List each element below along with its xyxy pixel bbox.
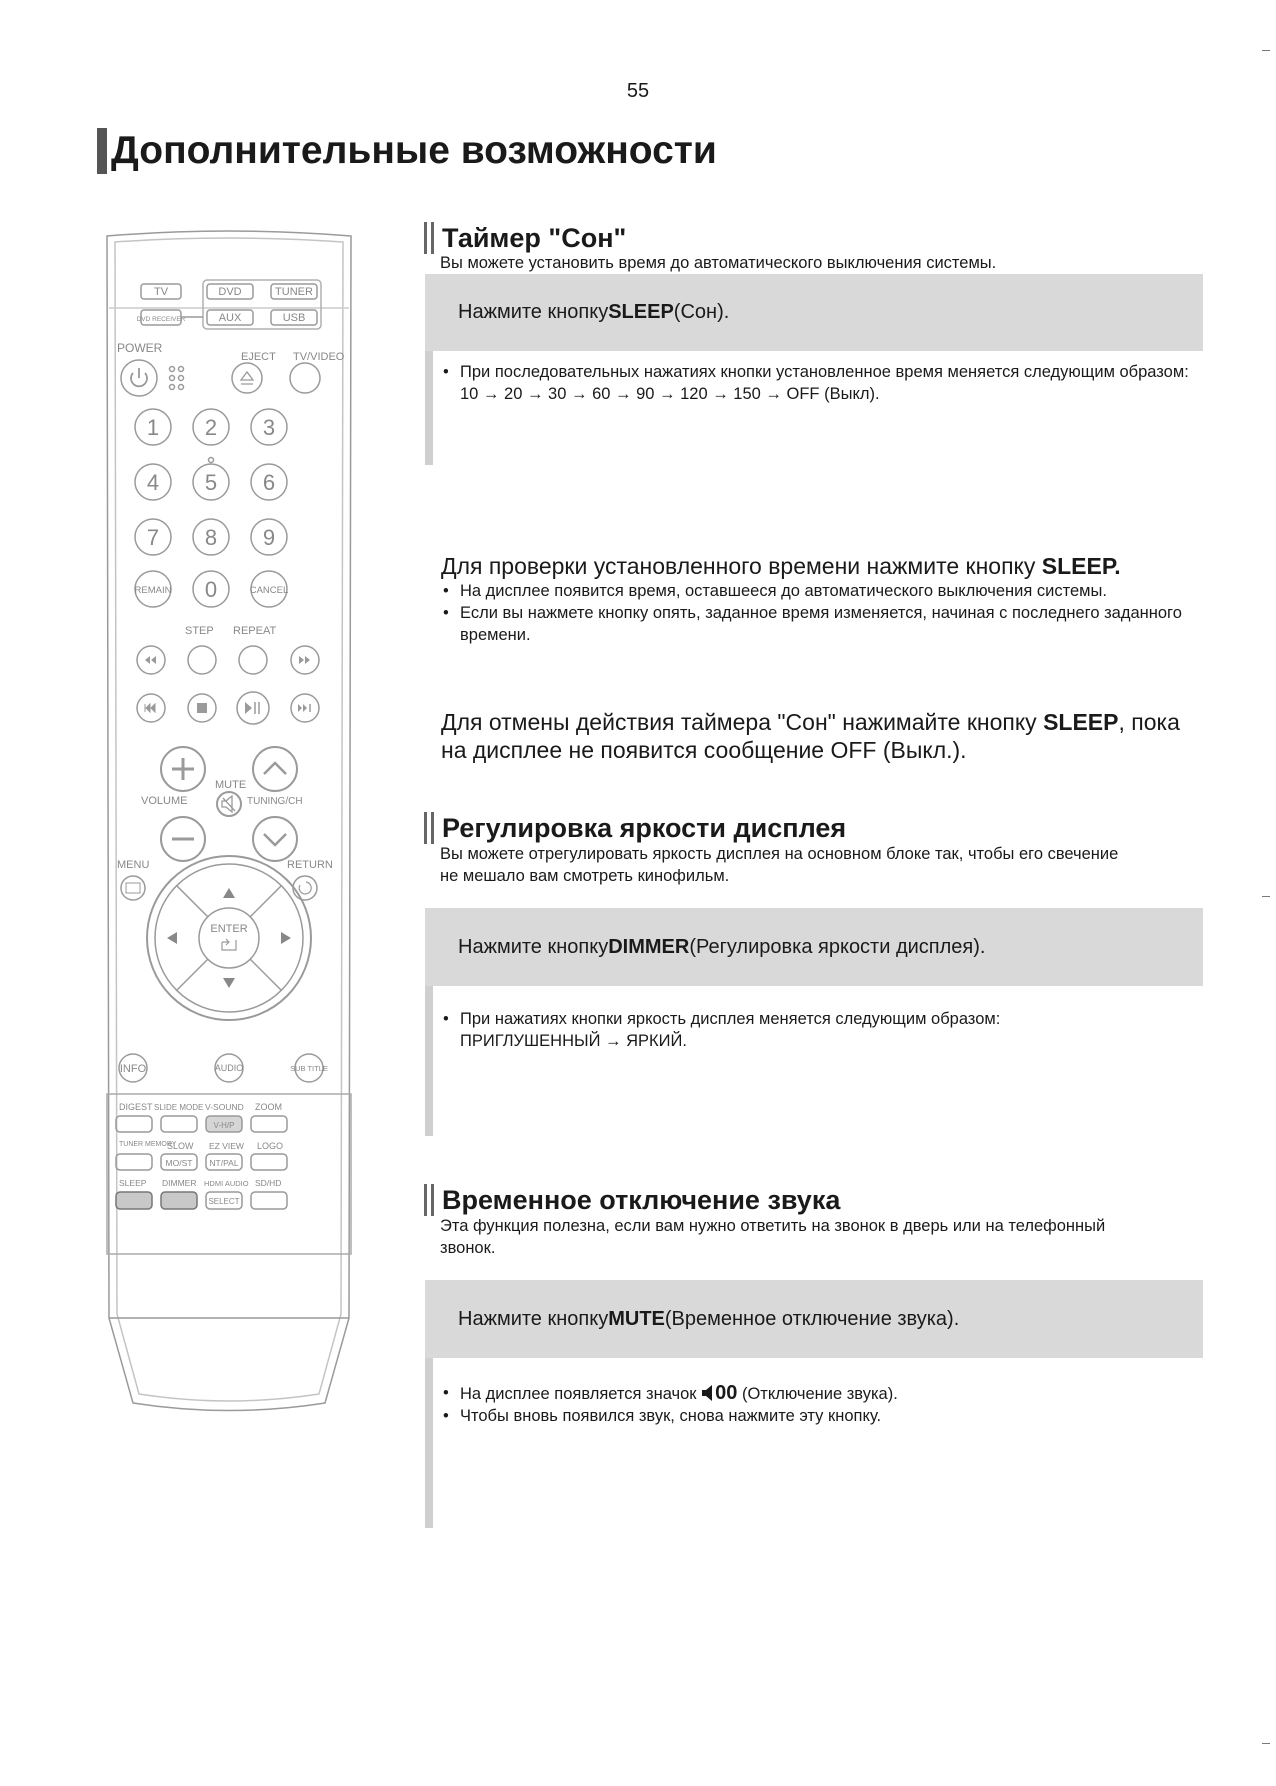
- info-label: INFO: [119, 1063, 147, 1075]
- power-label: POWER: [117, 341, 163, 355]
- section-subtitle-dimmer: Вы можете отрегулировать яркость дисплея на основном блоке так, чтобы его свечение не мешало вам смотреть кинофильм.: [440, 845, 1119, 885]
- edge-mark: [1262, 1743, 1270, 1744]
- digit-0: 0: [204, 577, 218, 602]
- section-title-mute: Временное отключение звука: [424, 1184, 840, 1216]
- enter-label: ENTER: [210, 923, 248, 935]
- nt-pal-label: NT/PAL: [209, 1158, 239, 1168]
- number-pad: [135, 409, 287, 555]
- mute-label: MUTE: [215, 779, 247, 791]
- side-bar: [425, 986, 433, 1136]
- bullet-item: • При последовательных нажатиях кнопки установленное время меняется следующим образом: 10 → 20 → 30 → 60 → 90 → 120 → 150 → OFF (Выкл).: [443, 361, 1203, 405]
- dimmer-button: [161, 1192, 197, 1209]
- section-title-sleep-timer: Таймер "Сон": [424, 222, 626, 254]
- step-label: STEP: [185, 625, 214, 637]
- cancel-label: CANCEL: [249, 585, 289, 596]
- digit-4: 4: [146, 470, 160, 495]
- dimmer-bullets: [443, 1008, 1203, 1052]
- sleep-button: [116, 1192, 152, 1209]
- source-buttons: [137, 280, 321, 329]
- digit-1: 1: [146, 415, 160, 440]
- tv-video-button: [290, 363, 320, 393]
- instruction-box-dimmer: [425, 908, 1203, 986]
- sd-hd-label: SD/HD: [255, 1178, 282, 1188]
- remain-label: REMAIN: [134, 585, 172, 596]
- logo-label: LOGO: [257, 1141, 284, 1151]
- side-bar: [425, 1358, 433, 1528]
- hdmi-audio-label: HDMI AUDIO: [204, 1179, 249, 1188]
- digit-8: 8: [204, 525, 218, 550]
- instruction-button-name: SLEEP: [608, 301, 674, 323]
- bullet-item: • Чтобы вновь появился звук, снова нажмите эту кнопку.: [443, 1405, 1203, 1427]
- side-bar: [425, 351, 433, 465]
- digest-label: DIGEST: [119, 1102, 153, 1112]
- digit-9: 9: [262, 525, 276, 550]
- section-subtitle-mute: Эта функция полезна, если вам нужно ответить на звонок в дверь или на телефонный звонок.: [440, 1217, 1106, 1257]
- instruction-prefix: Нажмите кнопку: [458, 1307, 609, 1330]
- tv-video-label: TV/VIDEO: [293, 351, 345, 363]
- subtitle-label: SUB TITLE: [290, 1064, 328, 1073]
- bullet-item: • На дисплее появится время, оставшееся до автоматического выключения системы.: [443, 580, 1213, 602]
- slide-mode-label: SLIDE MODE: [154, 1103, 204, 1112]
- bullet-item: [443, 1382, 1203, 1405]
- mute-bullets: [443, 1382, 1203, 1427]
- instruction-suffix: (Временное отключение звука).: [664, 1307, 960, 1330]
- digit-2: 2: [204, 415, 218, 440]
- bullet-item: [443, 1008, 1203, 1052]
- sleep-check-text: Для проверки установленного времени нажмите кнопку: [441, 553, 1042, 579]
- instruction-suffix: (Регулировка яркости дисплея).: [689, 935, 986, 958]
- audio-label: AUDIO: [214, 1063, 244, 1073]
- bullet-item: • Если вы нажмете кнопку опять, заданное время изменяется, начиная с последнего заданного времени.: [443, 602, 1213, 646]
- zoom-label: ZOOM: [255, 1102, 282, 1112]
- sleep-check-bullets: [443, 580, 1213, 646]
- page-title: Дополнительные возможности: [97, 128, 717, 174]
- source-tuner: TUNER: [275, 286, 313, 298]
- edge-mark: [1262, 896, 1270, 897]
- dimmer-label: DIMMER: [162, 1178, 197, 1188]
- slow-label: SLOW: [167, 1141, 194, 1151]
- instruction-suffix: (Сон).: [673, 301, 730, 323]
- digit-6: 6: [262, 470, 276, 495]
- mo-st-label: MO/ST: [165, 1158, 193, 1168]
- instruction-button-name: DIMMER: [608, 935, 690, 958]
- section-title-dimmer: Регулировка яркости дисплея: [424, 812, 846, 844]
- ez-view-label: EZ VIEW: [209, 1141, 244, 1151]
- eject-label: EJECT: [241, 351, 276, 363]
- v-h-p-label: V-H/P: [213, 1121, 235, 1130]
- source-dvd-receiver: DVD RECEIVER: [136, 316, 186, 323]
- sleep-cancel-button: SLEEP: [1043, 709, 1119, 735]
- tuner-memory-label: TUNER MEMORY: [119, 1141, 177, 1148]
- sleep-check-button: SLEEP.: [1041, 553, 1121, 579]
- speaker-icon: [701, 1385, 715, 1401]
- sleep-cancel-paragraph: [441, 708, 1201, 764]
- sleep-cancel-suffix: , пока на дисплее не появится сообщение OFF (Выкл.).: [441, 709, 1180, 763]
- page-number: 55: [626, 80, 650, 102]
- mute-display-symbol: 00: [715, 1382, 738, 1404]
- eject-button: [232, 363, 262, 393]
- sleep-cancel-text: Для отмены действия таймера "Сон" нажимайте кнопку: [441, 709, 1044, 735]
- sleep-bullets: [443, 361, 1203, 405]
- menu-label: MENU: [117, 859, 150, 871]
- sleep-check-paragraph: [441, 552, 1221, 580]
- navigation-pad: [147, 856, 311, 1020]
- volume-label: VOLUME: [141, 795, 188, 807]
- source-aux: AUX: [218, 312, 242, 324]
- digit-7: 7: [146, 525, 160, 550]
- instruction-box-mute: [425, 1280, 1203, 1358]
- tuning-ch-label: TUNING/CH: [247, 796, 303, 807]
- repeat-label: REPEAT: [233, 625, 277, 637]
- instruction-prefix: Нажмите кнопку: [458, 301, 609, 323]
- return-label: RETURN: [287, 859, 333, 871]
- mute-bullet-suffix: (Отключение звука).: [737, 1385, 898, 1403]
- instruction-button-name: MUTE: [608, 1307, 665, 1330]
- select-label: SELECT: [208, 1197, 240, 1206]
- mute-bullet-prefix: На дисплее появляется значок: [460, 1385, 702, 1403]
- edge-mark: [1262, 50, 1270, 51]
- instruction-prefix: Нажмите кнопку: [458, 935, 609, 958]
- sleep-label: SLEEP: [119, 1178, 147, 1188]
- source-usb: USB: [282, 312, 306, 324]
- digit-3: 3: [262, 415, 276, 440]
- dimmer-bullet-line1: При нажатиях кнопки яркость дисплея меняется следующим образом:: [460, 1010, 1001, 1028]
- source-dvd: DVD: [218, 286, 242, 298]
- dimmer-bullet-line2: ПРИГЛУШЕННЫЙ → ЯРКИЙ.: [460, 1032, 687, 1050]
- instruction-box-sleep: [425, 274, 1203, 351]
- remote-control-illustration: [95, 228, 363, 1418]
- digit-5: 5: [204, 470, 218, 495]
- section-subtitle-sleep-timer: Вы можете установить время до автоматического выключения системы.: [440, 254, 997, 272]
- v-sound-label: V-SOUND: [205, 1102, 244, 1112]
- source-tv: TV: [153, 286, 169, 298]
